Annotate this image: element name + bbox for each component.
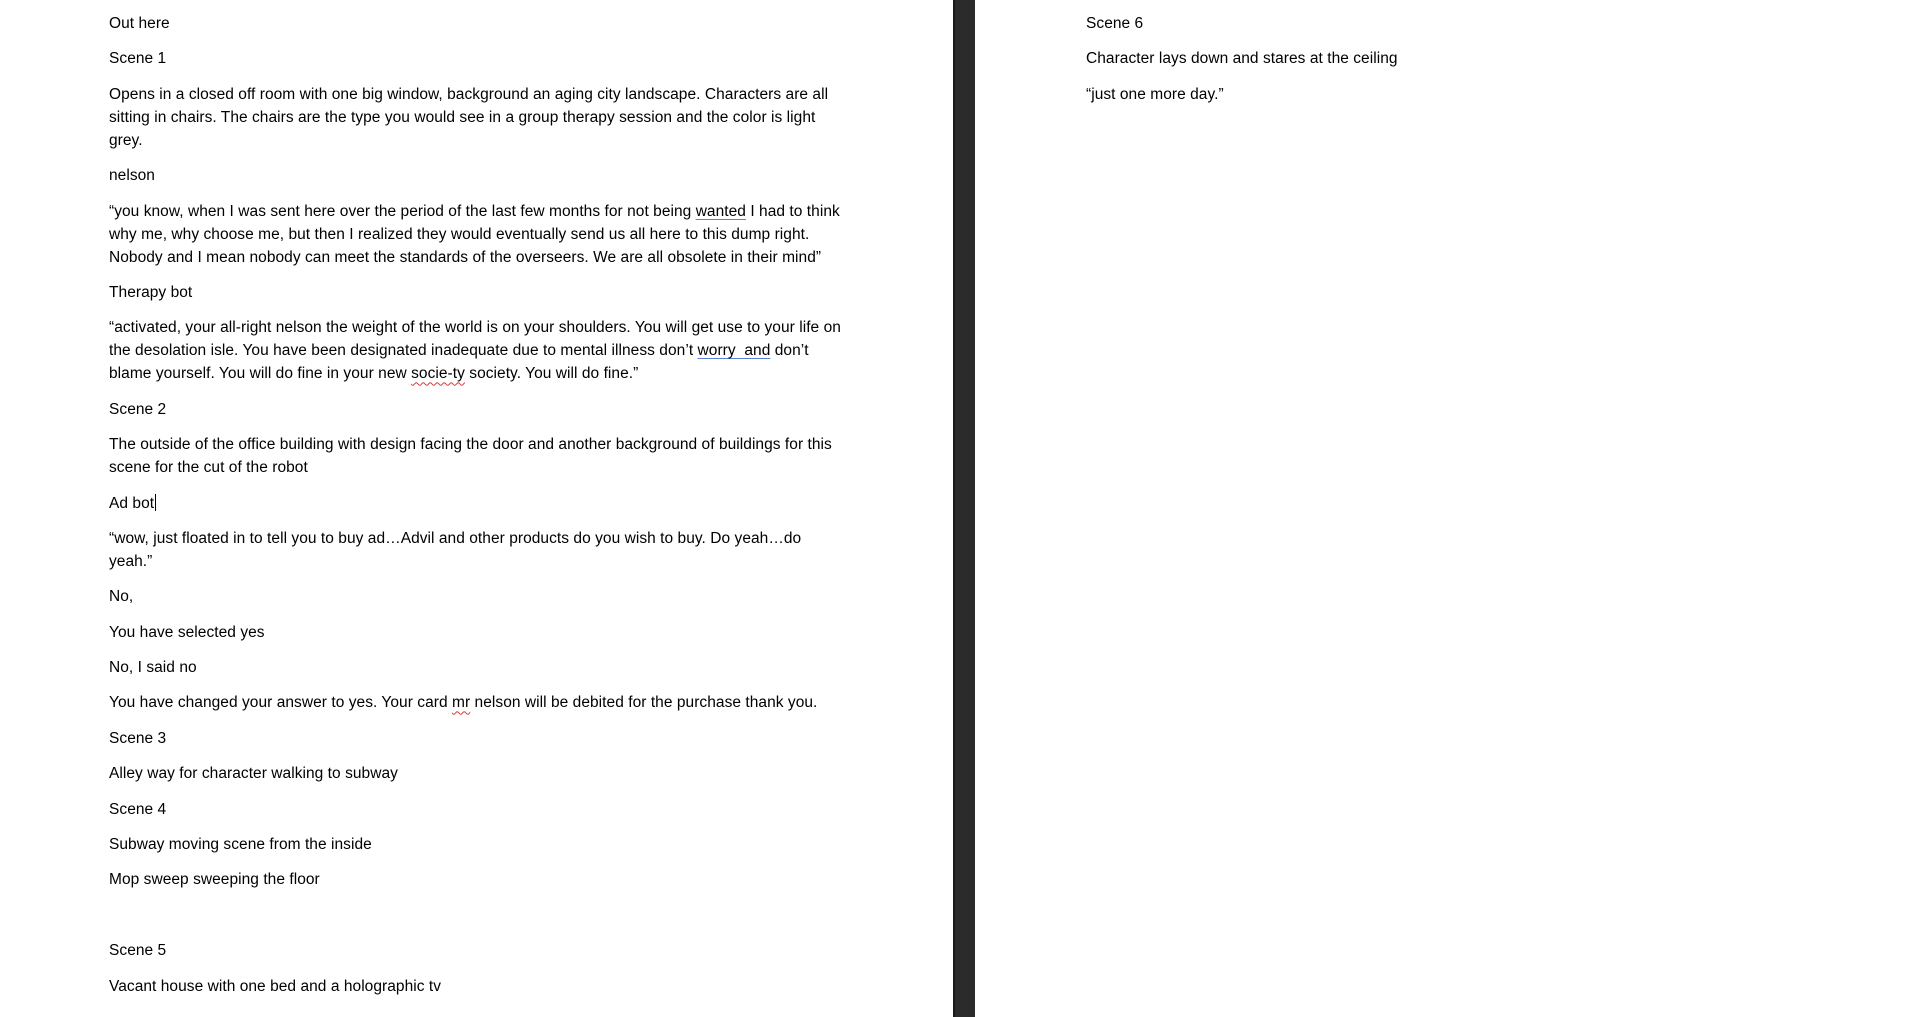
paragraph-text: Alley way for character walking to subway <box>109 765 398 783</box>
paragraph-text: Scene 3 <box>109 729 167 747</box>
spelling-flagged-text: socie-ty <box>411 365 465 383</box>
paragraph[interactable] <box>109 762 844 785</box>
paragraph-text: “activated, your all-right nelson the weight of the world is on your shoulders. You will get use to your life on the desolation isle. You have been designated inadequate due to mental illness don’t <box>109 319 846 360</box>
paragraph-text: society. You will do fine.” <box>464 365 639 383</box>
paragraph[interactable] <box>109 281 844 304</box>
paragraph-text: Subway moving scene from the inside <box>109 836 372 854</box>
paragraph-text: Therapy bot <box>109 283 193 301</box>
paragraph-text: Scene 1 <box>109 50 167 68</box>
grammar-flagged-text: wanted <box>695 202 746 220</box>
paragraph-text: Character lays down and stares at the ceiling <box>1086 50 1398 68</box>
paragraph-text: Vacant house with one bed and a holographic tv <box>109 977 442 995</box>
paragraph[interactable] <box>109 868 844 891</box>
paragraph[interactable] <box>109 433 844 479</box>
paragraph[interactable] <box>109 398 844 421</box>
paragraph[interactable] <box>109 833 844 856</box>
paragraph[interactable] <box>109 939 844 962</box>
paragraph-text: Scene 4 <box>109 800 167 818</box>
paragraph-text: Scene 6 <box>1086 15 1144 32</box>
paragraph-text: Opens in a closed off room with one big window, background an aging city landscape. Characters are all sitting in chairs. The chairs are the type you would see in a group therapy session and the color is light grey. <box>109 85 833 149</box>
paragraph-text: You have changed your answer to yes. Your card <box>109 694 453 712</box>
paragraph-text: “you know, when I was sent here over the period of the last few months for not being <box>109 202 696 220</box>
page-1-text-body[interactable] <box>109 12 844 1010</box>
document-page-2[interactable] <box>975 0 1920 1017</box>
paragraph-text: don’t blame yourself. You will do fine in your new <box>109 342 813 383</box>
paragraph-text: Out here <box>109 15 170 32</box>
paragraph-text: No, <box>109 588 134 606</box>
paragraph-text: The outside of the office building with design facing the door and another background of buildings for this scene for the cut of the robot <box>109 436 837 477</box>
paragraph[interactable] <box>109 47 844 70</box>
page-gap-divider <box>953 0 975 1017</box>
document-page-1[interactable] <box>0 0 953 1017</box>
paragraph-text: Scene 2 <box>109 400 167 418</box>
paragraph[interactable] <box>109 164 844 187</box>
paragraph-text: Mop sweep sweeping the floor <box>109 871 320 889</box>
paragraph[interactable] <box>1086 83 1821 106</box>
paragraph[interactable] <box>109 585 844 608</box>
paragraph[interactable] <box>109 621 844 644</box>
paragraph[interactable] <box>109 12 844 35</box>
paragraph[interactable] <box>109 727 844 750</box>
paragraph-text: You have selected yes <box>109 623 265 641</box>
paragraph-text: Ad bot <box>109 494 155 512</box>
paragraph-text: Scene 5 <box>109 942 167 960</box>
paragraph[interactable] <box>109 316 844 385</box>
paragraph[interactable] <box>1086 47 1821 70</box>
paragraph-text: nelson <box>109 167 155 185</box>
paragraph-text: “wow, just floated in to tell you to buy ad…Advil and other products do you wish to buy. Do yeah…do yeah.” <box>109 529 806 570</box>
spelling-flagged-text: mr <box>452 694 471 712</box>
paragraph[interactable] <box>109 83 844 152</box>
paragraph[interactable] <box>109 904 844 927</box>
paragraph[interactable] <box>109 691 844 714</box>
paragraph[interactable] <box>109 492 844 515</box>
paragraph[interactable] <box>1086 12 1821 35</box>
paragraph-text: No, I said no <box>109 659 197 677</box>
paragraph-text: “just one more day.” <box>1086 85 1224 103</box>
grammar-flagged-text: worry and <box>697 342 771 360</box>
paragraph[interactable] <box>109 527 844 573</box>
paragraph[interactable] <box>109 200 844 269</box>
paragraph[interactable] <box>109 975 844 998</box>
paragraph-text: I had to think why me, why choose me, but then I realized they would eventually send us all here to this dump right. Nobody and I mean nobody can meet the standards of the overseers. We are all obsolete in their mind” <box>109 202 845 266</box>
paragraph-text: nelson will be debited for the purchase thank you. <box>470 694 818 712</box>
paragraph[interactable] <box>109 798 844 821</box>
paragraph[interactable] <box>109 656 844 679</box>
text-cursor <box>155 494 156 511</box>
page-2-text-body[interactable] <box>1086 12 1821 118</box>
